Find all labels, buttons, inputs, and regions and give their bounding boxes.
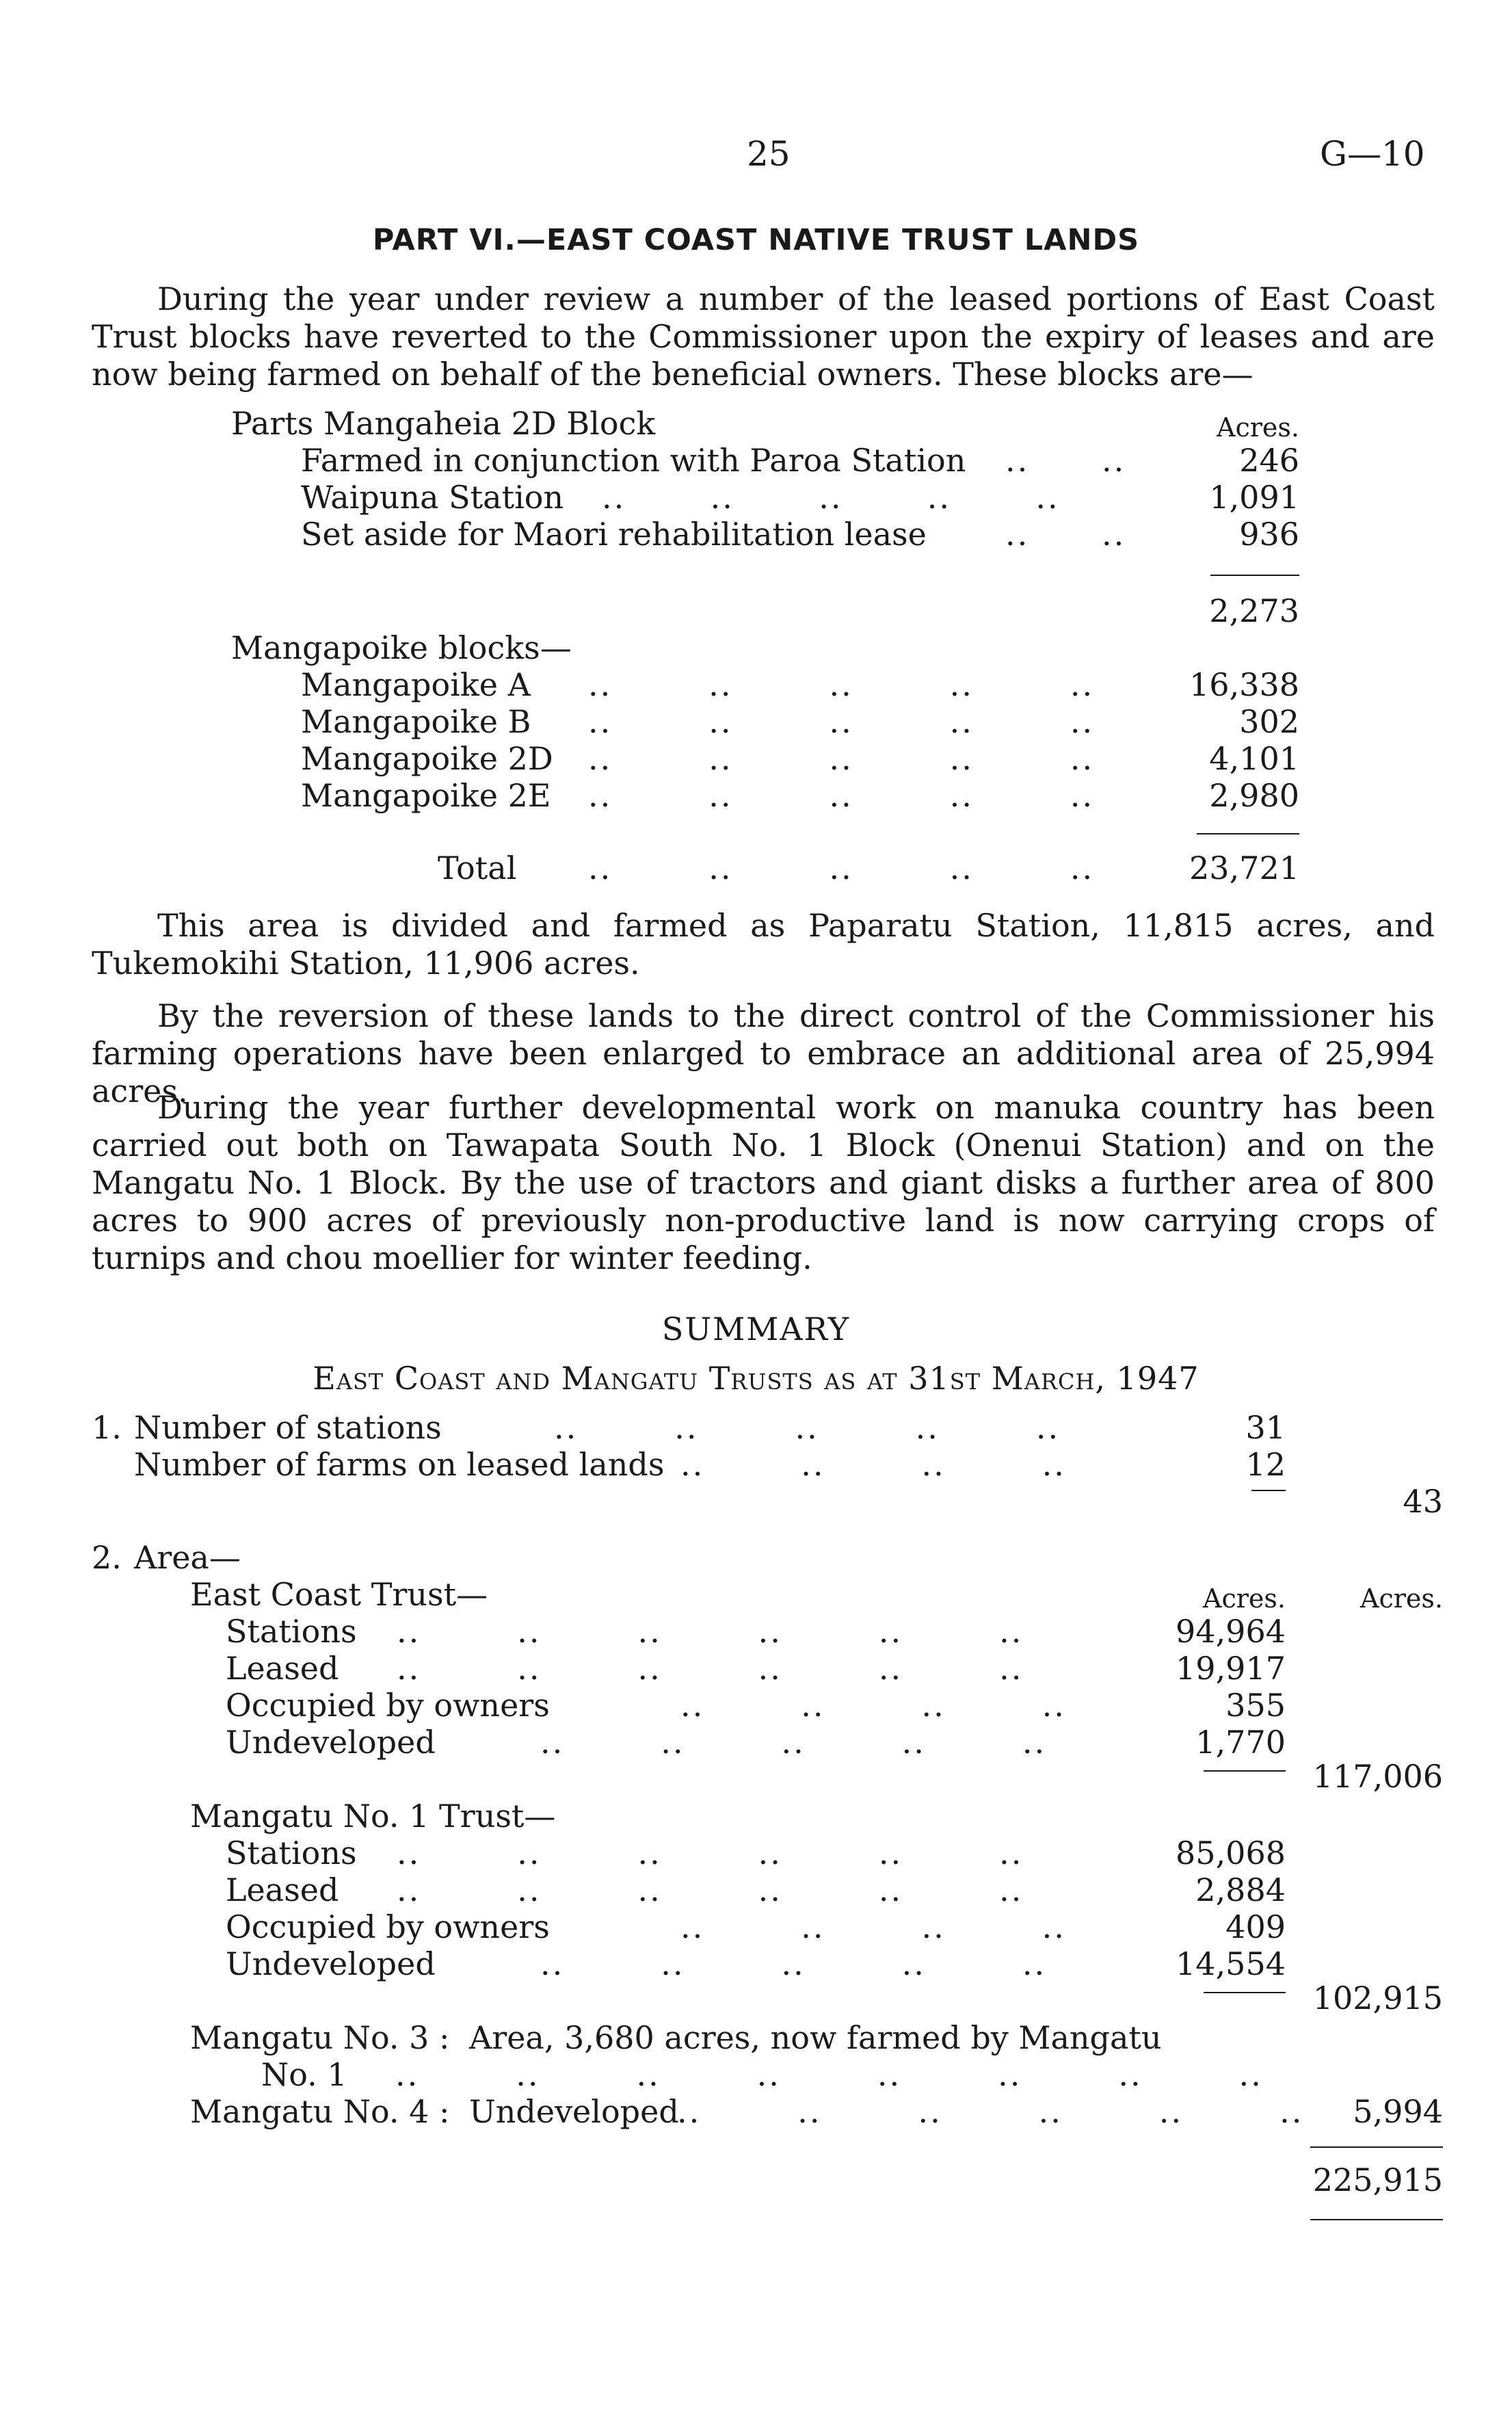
intro-paragraph: During the year under review a number of the leased portions of East Coast Trust blocks have reverted to the Commissioner upon the expiry of leases and are now being farmed on behalf of the beneficial owners. These blocks are—	[92, 280, 1435, 393]
east-coast-row-label: Leased	[226, 1650, 339, 1687]
item-number: 1.	[92, 1409, 122, 1446]
mangapoike-row-label: Mangapoike 2E	[301, 777, 551, 814]
east-coast-row-value: 19,917	[1176, 1650, 1286, 1687]
subtotal-rule	[1204, 1992, 1286, 1993]
mangaheia-subtotal: 2,273	[1209, 592, 1299, 629]
summary-subtitle: East Coast and Mangatu Trusts as at 31st March, 1947	[313, 1360, 1199, 1397]
east-coast-heading: East Coast Trust—	[190, 1576, 488, 1613]
leader-dots: .. .. .. ..	[680, 1446, 1066, 1483]
mangapoike-row-value: 4,101	[1209, 740, 1299, 777]
leader-dots: .. .. .. .. .. ..	[677, 2093, 1304, 2130]
document-reference: G—10	[1320, 134, 1425, 174]
east-coast-row-label: Undeveloped	[226, 1724, 436, 1761]
summary-row-label: Number of farms on leased lands	[134, 1446, 665, 1483]
east-coast-row-value: 1,770	[1195, 1724, 1286, 1761]
mangatu3-text: Area, 3,680 acres, now farmed by Mangatu	[469, 2019, 1162, 2056]
item-number: 2.	[92, 1539, 122, 1576]
leader-dots: .. .. .. ..	[680, 1908, 1066, 1945]
paragraph: By the reversion of these lands to the direct control of the Commissioner his farming operations have been enlarged to embrace an additional area of 25,994 acres.	[92, 997, 1435, 1109]
mangaheia-row-label: Farmed in conjunction with Paroa Station	[301, 442, 966, 479]
mangaheia-row-label: Waipuna Station	[301, 479, 564, 516]
mangapoike-row-value: 16,338	[1189, 666, 1299, 703]
mangatu1-row-value: 409	[1225, 1908, 1286, 1945]
east-coast-row-label: Stations	[226, 1613, 357, 1650]
grand-total-rule-top	[1310, 2146, 1443, 2148]
acres-col1-label: Acres.	[1203, 1583, 1286, 1614]
mangapoike-row-label: Mangapoike A	[301, 666, 531, 703]
item1-total: 43	[1403, 1483, 1443, 1520]
leader-dots: .. .. .. .. ..	[540, 1724, 1047, 1761]
acres-col2-label: Acres.	[1360, 1583, 1443, 1614]
mangaheia-row-value: 1,091	[1209, 479, 1299, 516]
summary-row-value: 31	[1245, 1409, 1286, 1446]
summary-title: SUMMARY	[661, 1311, 851, 1348]
leader-dots: .. .. .. .. ..	[588, 777, 1095, 814]
mangapoike-heading: Mangapoike blocks—	[231, 629, 572, 666]
leader-dots: .. .. .. .. ..	[554, 1409, 1061, 1446]
mangapoike-row-label: Mangapoike 2D	[301, 740, 553, 777]
mangatu4-label: Mangatu No. 4 :	[190, 2093, 450, 2130]
leader-dots: .. .. .. .. ..	[588, 703, 1095, 740]
mangapoike-row-value: 2,980	[1209, 777, 1299, 814]
grand-total-rule-bottom	[1310, 2219, 1443, 2220]
mangatu4-text: Undeveloped	[469, 2093, 679, 2130]
mangatu1-row-label: Undeveloped	[226, 1945, 436, 1982]
leader-dots: .. .. .. .. ..	[540, 1945, 1047, 1982]
leader-dots: .. .. .. .. .. ..	[397, 1835, 1024, 1871]
mangatu3-label: Mangatu No. 3 :	[190, 2019, 450, 2056]
mangatu1-total: 102,915	[1312, 1980, 1443, 2016]
mangatu1-row-label: Stations	[226, 1835, 357, 1871]
mangapoike-row-label: Mangapoike B	[301, 703, 531, 740]
total-label: Total	[438, 850, 517, 886]
mangatu1-row-value: 85,068	[1176, 1835, 1286, 1871]
mangaheia-heading: Parts Mangaheia 2D Block	[231, 405, 656, 442]
leader-dots: .. .. .. .. ..	[588, 850, 1095, 886]
total-rule	[1197, 833, 1299, 835]
acres-label: Acres.	[1217, 412, 1299, 443]
leader-dots: .. ..	[1005, 442, 1126, 479]
grand-total: 225,915	[1312, 2161, 1443, 2198]
mangaheia-row-label: Set aside for Maori rehabilitation lease	[301, 516, 927, 553]
subtotal-rule	[1210, 575, 1299, 576]
leader-dots: .. .. .. .. ..	[602, 479, 1060, 516]
east-coast-row-value: 355	[1225, 1687, 1286, 1724]
summary-row-label: Number of stations	[134, 1409, 442, 1446]
part-title: PART VI.—EAST COAST NATIVE TRUST LANDS	[372, 223, 1140, 257]
mangatu1-row-value: 14,554	[1176, 1945, 1286, 1982]
leader-dots: .. .. .. .. .. ..	[397, 1871, 1024, 1908]
leader-dots: .. .. .. ..	[680, 1687, 1066, 1724]
page-number: 25	[747, 134, 791, 174]
mangapoike-row-value: 302	[1239, 703, 1299, 740]
paragraph: During the year further developmental work on manuka country has been carried out both on Tawapata South No. 1 Block (Onenui Station) and on the Mangatu No. 1 Block. By the use of tractors and giant disks a further area of 800 acres to 900 acres of previously non-productive land is now carrying crops of turnips and chou moellier for winter feeding.	[92, 1089, 1435, 1276]
leader-dots: .. .. .. .. .. ..	[397, 1613, 1024, 1650]
mangatu1-row-value: 2,884	[1195, 1871, 1286, 1908]
leader-dots: .. .. .. .. ..	[588, 740, 1095, 777]
paragraph: This area is divided and farmed as Paparatu Station, 11,815 acres, and Tukemokihi Station, 11,906 acres.	[92, 907, 1435, 982]
subtotal-rule	[1204, 1770, 1286, 1772]
leader-dots: .. .. .. .. .. ..	[397, 1650, 1024, 1687]
leader-dots: .. .. .. .. ..	[588, 666, 1095, 703]
area-heading: Area—	[134, 1539, 241, 1576]
mangatu1-heading: Mangatu No. 1 Trust—	[190, 1798, 556, 1835]
east-coast-row-label: Occupied by owners	[226, 1687, 550, 1724]
mangatu1-row-label: Occupied by owners	[226, 1908, 550, 1945]
east-coast-total: 117,006	[1312, 1758, 1443, 1795]
leader-dots: .. .. .. .. .. .. .. ..	[395, 2056, 1263, 2093]
summary-row-value: 12	[1245, 1446, 1286, 1483]
total-value: 23,721	[1189, 850, 1299, 886]
mangaheia-row-value: 246	[1239, 442, 1299, 479]
mangatu4-value: 5,994	[1353, 2093, 1443, 2130]
leader-dots: .. ..	[1005, 516, 1126, 553]
mangatu3-continuation: No. 1	[261, 2056, 347, 2093]
east-coast-row-value: 94,964	[1176, 1613, 1286, 1650]
mangatu1-row-label: Leased	[226, 1871, 339, 1908]
mangaheia-row-value: 936	[1239, 516, 1299, 553]
